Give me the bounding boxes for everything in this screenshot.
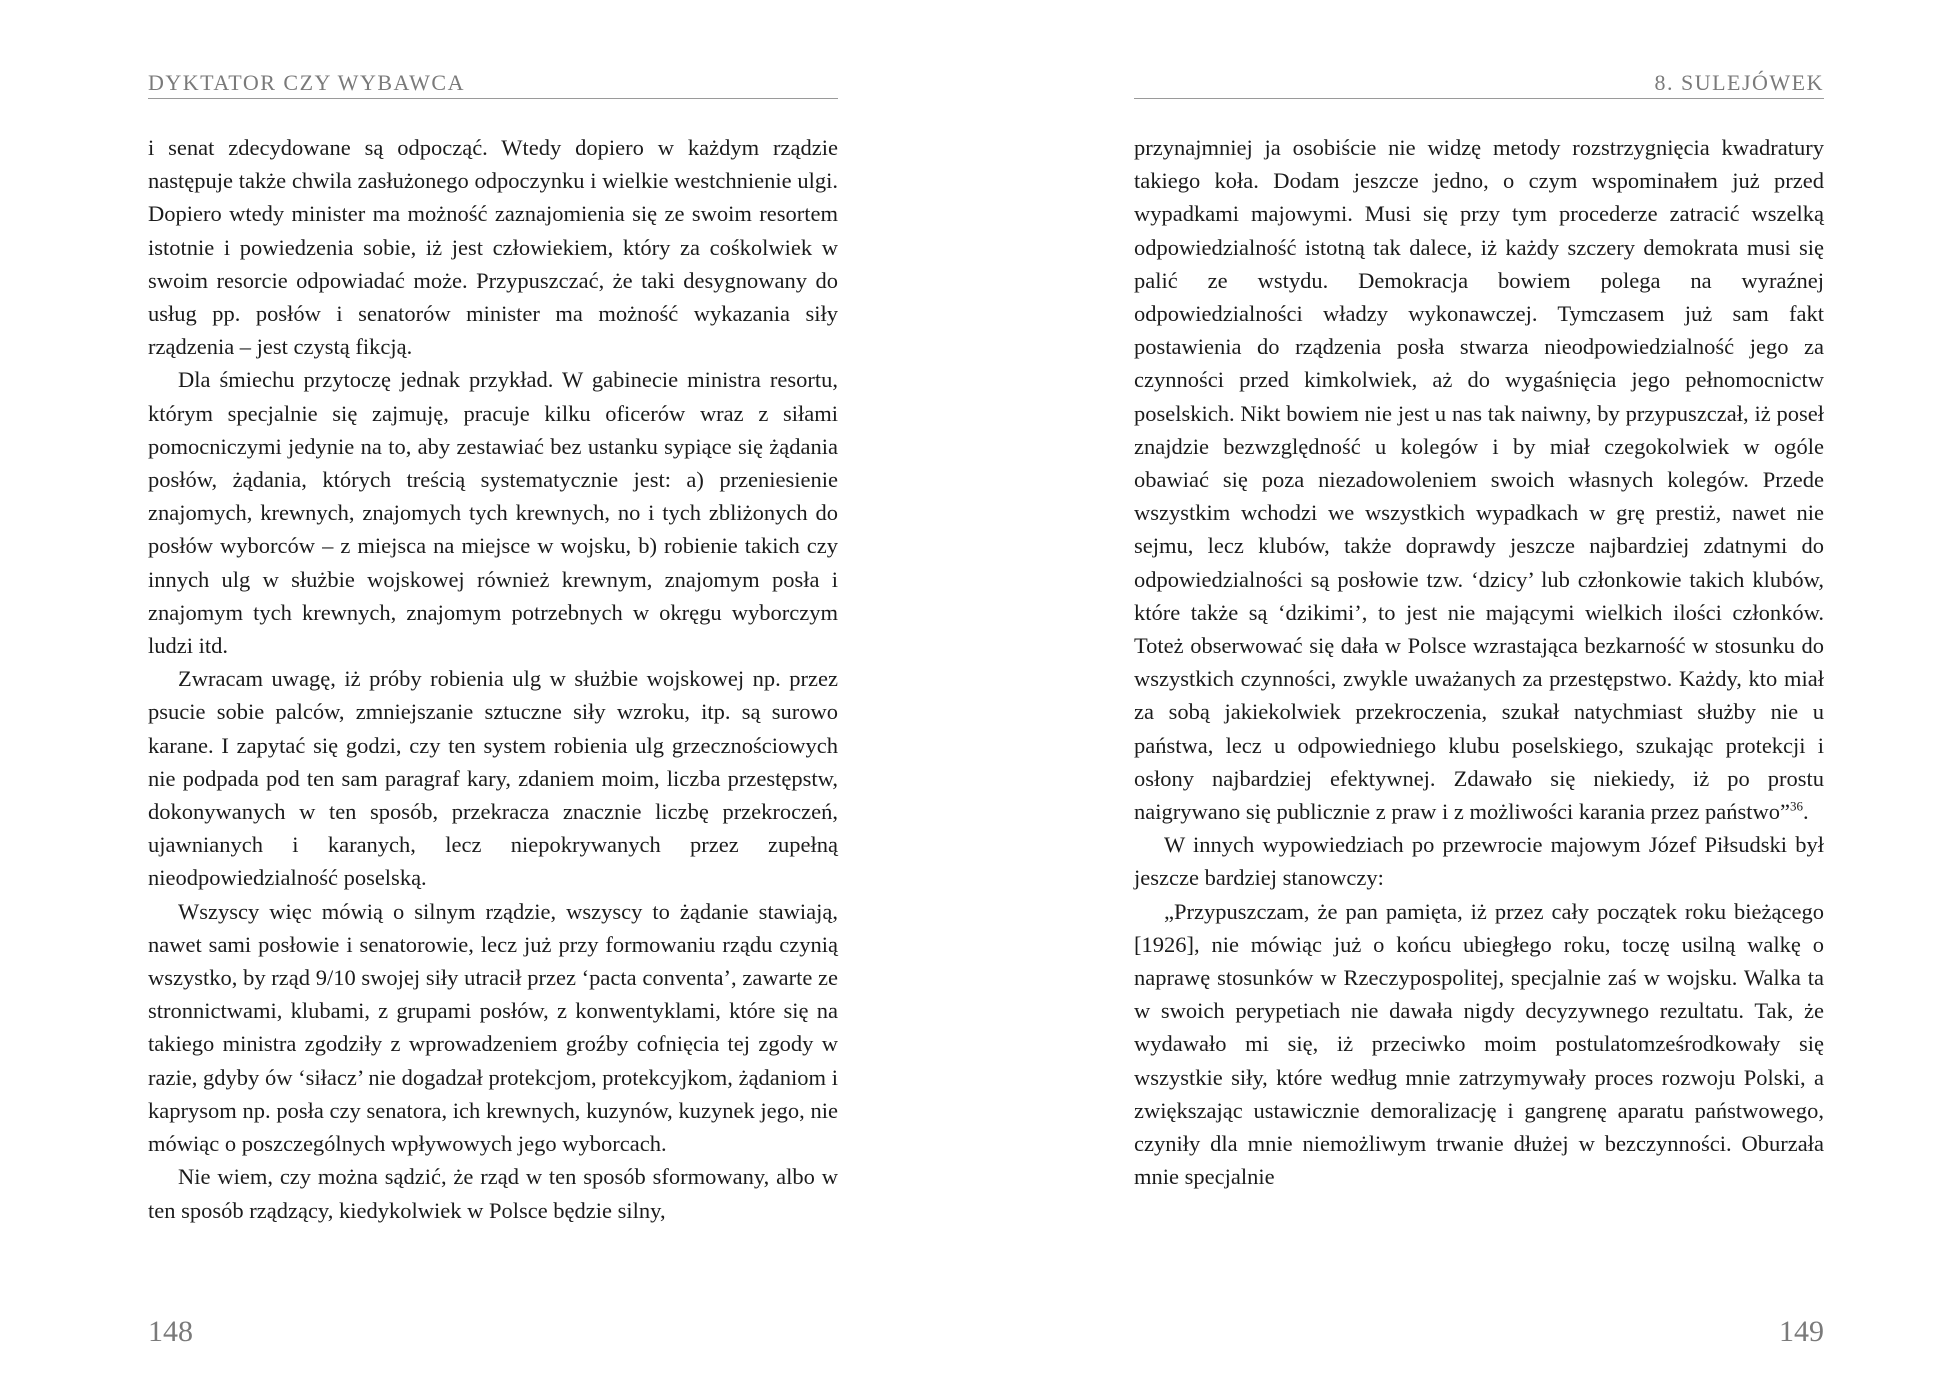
paragraph-text: przynajmniej ja osobiście nie widzę metody rozstrzygnięcia kwadratury takiego koła. Dodam jeszcze jedno, o czym wspominałem już przed wypadkami majowymi. Musi się przy tym procederze zatracić wszelką odpowiedzialność istotną tak dalece, iż każdy szczery demokrata musi się palić ze wstydu. Demokracja bowiem polega na wyraźnej odpowiedzialności władzy wykonawczej. Tymczasem już sam fakt postawienia do rządzenia posła stwarza nieodpowiedzialność jego za czynności przed kimkolwiek, aż do wygaśnięcia jego pełnomocnictw poselskich. Nikt bowiem nie jest u nas tak naiwny, by przypuszczał, iż poseł znajdzie bezwzględność u kolegów i by miał czegokolwiek w ogóle obawiać się poza niezadowoleniem swoich własnych kolegów. Przede wszystkim wchodzi we wszystkich wypadkach w grę prestiż, nawet nie sejmu, lecz klubów, także doprawdy jeszcze najbardziej zdatnymi do odpowiedzialności są posłowie tzw. ‘dzicy’ lub członkowie takich klubów, które także są ‘dzikimi’, to jest nie mającymi wielkich ilości członków. Toteż obserwować się dała w Polsce wzrastająca bezkarność w stosunku do wszystkich czynności, zwykle uważanych za przestępstwo. Każdy, kto miał za sobą jakiekolwiek przekroczenia, szukał natychmiast służby nie u państwa, lecz u odpowiedniego klubu poselskiego, szukając protekcji i osłony najbardziej efektywnej. Zdawało się niekiedy, iż po prostu naigrywano się publicznie z praw i z możliwości karania przez państwo” — [1134, 135, 1824, 825]
page-body — [148, 131, 838, 1227]
page-number: 149 — [1779, 1315, 1824, 1348]
paragraph: i senat zdecydowane są odpocząć. Wtedy dopiero w każdym rządzie następuje także chwila zasłużonego odpoczynku i wielkie westchnienie ulgi. Dopiero wtedy minister ma możność zaznajomienia się ze swoim resortem istotnie i powiedzenia sobie, iż jest człowiekiem, który za cośkolwiek w swoim resorcie odpowiadać może. Przypuszczać, że taki desygnowany do usług pp. posłów i senatorów minister ma możność wykazania siły rządzenia – jest czystą fikcją. — [148, 135, 838, 360]
paragraph: Wszyscy więc mówią o silnym rządzie, wszyscy to żądanie stawiają, nawet sami posłowie i senatorowie, lecz już przy formowaniu rządu czynią wszystko, by rząd 9/10 swojej siły utracił przez ‘pacta conventa’, zawarte ze stronnictwami, klubami, z grupami posłów, z konwentyklami, które się na takiego ministra zgodziły z wprowadzeniem groźby cofnięcia tej zgody w razie, gdyby ów ‘siłacz’ nie dogadzał protekcjom, protekcyjkom, żądaniom i kaprysom np. posła czy senatora, ich krewnych, kuzynów, kuzynek jego, nie mówiąc o poszczególnych wpływowych jego wyborcach. — [148, 898, 838, 1157]
paragraph: Zwracam uwagę, iż próby robienia ulg w służbie wojskowej np. przez psucie sobie palców, zmniejszanie sztuczne siły wzroku, itp. są surowo karane. I zapytać się godzi, czy ten system robienia ulg grzecznościowych nie podpada pod ten sam paragraf kary, zdaniem moim, liczba przestępstw, dokonywanych w ten sposób, przekracza znacznie liczbę przekroczeń, ujawnianych i karanych, lecz niepokrywanych przez zupełną nieodpowiedzialność poselską. — [148, 666, 838, 891]
running-head: DYKTATOR CZY WYBAWCA — [148, 68, 838, 99]
footnote-reference[interactable]: 36 — [1790, 798, 1803, 814]
running-head: 8. SULEJÓWEK — [1134, 68, 1824, 99]
page-number: 148 — [148, 1315, 193, 1348]
left-page — [148, 0, 838, 1388]
right-page — [1134, 0, 1824, 1388]
paragraph: W innych wypowiedziach po przewrocie majowym Józef Piłsudski był jeszcze bardziej stanowczy: — [1134, 832, 1824, 891]
paragraph-end: . — [1803, 799, 1809, 825]
page-body — [1134, 131, 1824, 1194]
quote-paragraph: „Przypuszczam, że pan pamięta, iż przez cały początek roku bieżącego [1926], nie mówiąc już o końcu ubiegłego roku, toczę usilną walkę o naprawę stosunków w Rzeczypospolitej, specjalnie zaś w wojsku. Walka ta w swoich perypetiach nie dawała nigdy decyzywnego rezultatu. Tak, że wydawało mi się, iż przeciwko moim postulatomześrodkowały się wszystkie siły, które według mnie zatrzymywały proces rozwoju Polski, a zwiększając ustawicznie demoralizację i gangrenę aparatu państwowego, czyniły dla mnie niemożliwym trwanie dłużej w bezczynności. Oburzała mnie specjalnie — [1134, 898, 1824, 1190]
paragraph — [1134, 131, 1824, 828]
paragraph: Dla śmiechu przytoczę jednak przykład. W gabinecie ministra resortu, którym specjalnie się zajmuję, pracuje kilku oficerów wraz z siłami pomocniczymi jedynie na to, aby zestawiać bez ustanku sypiące się żądania posłów, żądania, których treścią systematycznie jest: a) przeniesienie znajomych, krewnych, znajomych tych krewnych, no i tych zbliżonych do posłów wyborców – z miejsca na miejsce w wojsku, b) robienie takich czy innych ulg w służbie wojskowej również krewnym, znajomym posła i znajomym tych krewnych, znajomym potrzebnych w okręgu wyborczym ludzi itd. — [148, 367, 838, 659]
paragraph: Nie wiem, czy można sądzić, że rząd w ten sposób sformowany, albo w ten sposób rządzący, kiedykolwiek w Polsce będzie silny, — [148, 1164, 838, 1223]
